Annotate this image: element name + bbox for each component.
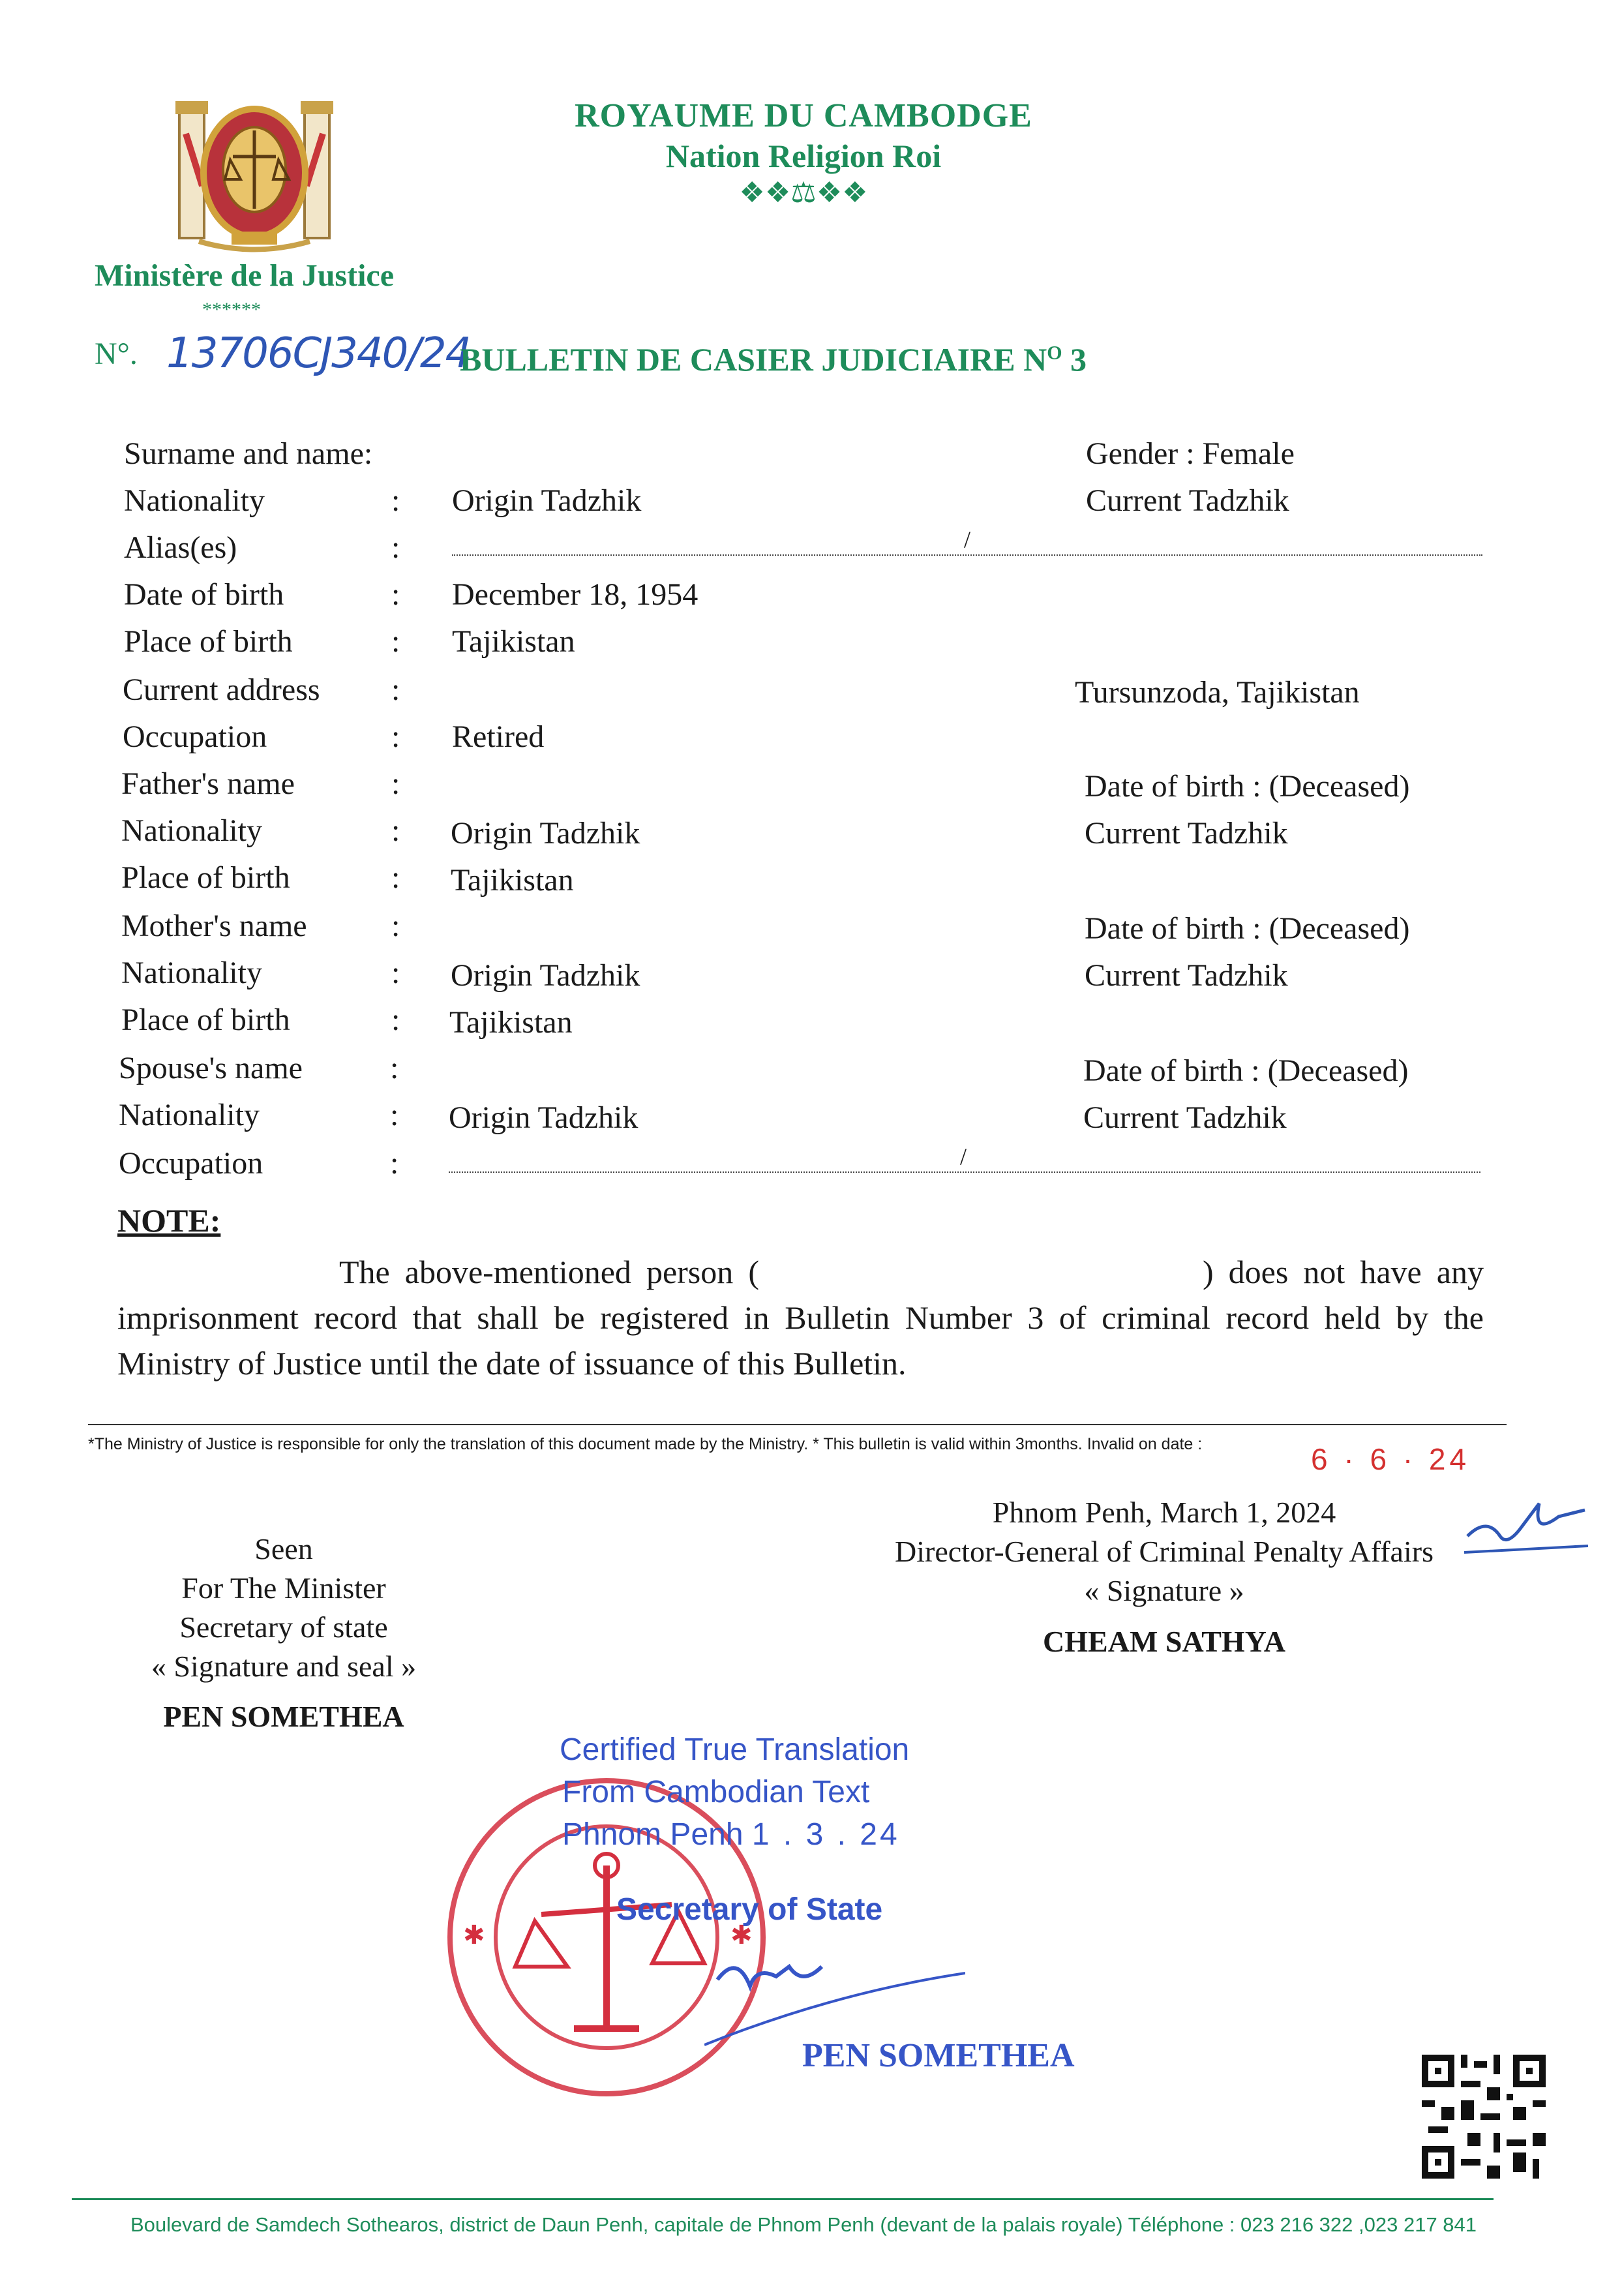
- secretary-signature-icon: [704, 1941, 965, 2051]
- dob-label: Date of birth: [124, 577, 284, 612]
- mother-label: Mother's name: [121, 909, 307, 943]
- director-signature-icon: [1461, 1490, 1591, 1562]
- colon: :: [391, 909, 400, 943]
- stamp-from-text: From Cambodian Text: [562, 1775, 870, 1809]
- alias-slash: /: [964, 526, 971, 552]
- mother-nationality-label: Nationality: [121, 956, 262, 990]
- stamp-certified: Certified True Translation: [560, 1732, 910, 1767]
- address-value: Tursunzoda, Tajikistan: [1075, 675, 1360, 710]
- surname-label: Surname and name:: [124, 436, 373, 471]
- mother-origin: Origin Tadzhik: [451, 958, 640, 993]
- stamp-secretary: Secretary of State: [616, 1892, 883, 1927]
- nationality-origin: Origin Tadzhik: [452, 483, 642, 518]
- secretary-label: Secretary of state: [179, 1610, 388, 1644]
- spouse-occupation-label: Occupation: [119, 1146, 263, 1181]
- colon: :: [391, 672, 400, 707]
- colon: :: [391, 577, 400, 612]
- nationality-current: Current Tadzhik: [1086, 483, 1289, 518]
- colon: :: [391, 719, 400, 754]
- document-number: 13706CJ340/24: [166, 329, 471, 378]
- colon: :: [391, 860, 400, 895]
- stamp-signatory-name: PEN SOMETHEA: [802, 2037, 1075, 2074]
- dob-value: December 18, 1954: [452, 577, 698, 612]
- invalid-date: 6 · 6 · 24: [1311, 1442, 1471, 1476]
- spouse-current: Current Tadzhik: [1083, 1100, 1287, 1135]
- footnote-rule: [88, 1424, 1507, 1425]
- footer-address: Boulevard de Samdech Sothearos, district de Daun Penh, capitale de Phnom Penh (devant de la palais royale) Téléphone : 023 216 322 ,023 217 841: [130, 2213, 1477, 2236]
- father-current: Current Tadzhik: [1085, 816, 1288, 851]
- svg-text:✱: ✱: [463, 1920, 485, 1950]
- stamp-place: Phnom Penh 1 . 3 . 24: [562, 1817, 900, 1852]
- nationality-label: Nationality: [124, 483, 265, 518]
- gender-value: Gender : Female: [1086, 436, 1295, 471]
- spouse-origin: Origin Tadzhik: [449, 1100, 638, 1135]
- father-label: Father's name: [121, 766, 295, 801]
- bulletin-title: BULLETIN DE CASIER JUDICIAIRE $N^O$ 3: [460, 341, 1087, 378]
- occupation-label: Occupation: [123, 719, 267, 754]
- colon: :: [390, 1098, 399, 1132]
- mother-pob-label: Place of birth: [121, 1003, 290, 1037]
- occupation-value: Retired: [452, 719, 545, 754]
- address-label: Current address: [123, 672, 320, 707]
- father-nationality-label: Nationality: [121, 813, 262, 848]
- alias-label: Alias(es): [124, 530, 237, 565]
- pob-label: Place of birth: [124, 624, 293, 659]
- colon: :: [391, 956, 400, 990]
- colon: :: [390, 1146, 399, 1181]
- note-title: NOTE:: [117, 1202, 221, 1239]
- director-title: Director-General of Criminal Penalty Affairs: [895, 1535, 1434, 1568]
- note-text: The above-mentioned person ( ) does not have any imprisonment record that shall be registered in Bulletin Number 3 of criminal record held by the Ministry of Justice until the date of issuance of this Bulletin.: [117, 1254, 1484, 1382]
- colon: :: [391, 483, 400, 518]
- footnote-text: *The Ministry of Justice is responsible for only the translation of this document made by the Ministry. * This bulletin is valid within 3months. Invalid on date :: [88, 1435, 1203, 1453]
- father-dob: Date of birth : (Deceased): [1085, 769, 1410, 804]
- ministry-stars: ******: [202, 299, 261, 320]
- for-minister-label: For The Minister: [181, 1571, 386, 1605]
- seen-label: Seen: [254, 1532, 313, 1565]
- colon: :: [391, 766, 400, 801]
- pob-value: Tajikistan: [452, 624, 575, 659]
- occupation-dotted-line: [449, 1171, 1480, 1173]
- svg-text:✱: ✱: [730, 1920, 753, 1950]
- signature-seal-label: « Signature and seal »: [151, 1650, 417, 1683]
- national-motto: Nation Religion Roi: [665, 138, 942, 174]
- mother-dob: Date of birth : (Deceased): [1085, 911, 1410, 946]
- ministry-name: Ministère de la Justice: [95, 258, 395, 293]
- alias-dotted-line: [452, 554, 1482, 556]
- spouse-dob: Date of birth : (Deceased): [1083, 1053, 1409, 1088]
- father-origin: Origin Tadzhik: [451, 816, 640, 851]
- spouse-label: Spouse's name: [119, 1051, 303, 1085]
- colon: :: [391, 624, 400, 659]
- signature-label: « Signature »: [1084, 1574, 1244, 1607]
- colon: :: [390, 1051, 399, 1085]
- occupation-slash: /: [960, 1143, 967, 1170]
- number-prefix: N°.: [95, 337, 138, 371]
- left-signatory-name: PEN SOMETHEA: [163, 1700, 404, 1733]
- colon: :: [391, 530, 400, 565]
- ornament: ❖❖⚖❖❖: [739, 177, 868, 209]
- father-pob-value: Tajikistan: [451, 863, 574, 898]
- father-pob-label: Place of birth: [121, 860, 290, 895]
- mother-pob-value: Tajikistan: [449, 1005, 573, 1040]
- footer-rule: [72, 2198, 1494, 2200]
- qr-code-icon: [1422, 2055, 1546, 2179]
- mother-current: Current Tadzhik: [1085, 958, 1288, 993]
- kingdom-title: ROYAUME DU CAMBODGE: [575, 97, 1032, 134]
- colon: :: [391, 813, 400, 848]
- spouse-nationality-label: Nationality: [119, 1098, 260, 1132]
- right-signatory-name: CHEAM SATHYA: [1043, 1625, 1285, 1658]
- colon: :: [391, 1003, 400, 1037]
- issue-place-date: Phnom Penh, March 1, 2024: [992, 1496, 1336, 1529]
